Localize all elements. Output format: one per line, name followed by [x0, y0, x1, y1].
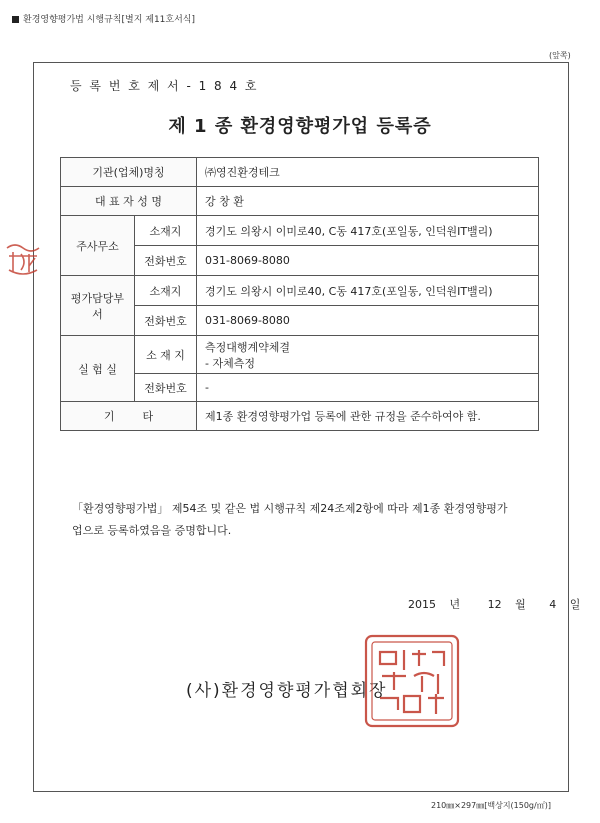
certification-line2: 업으로 등록하였음을 증명합니다.	[72, 524, 232, 537]
institution-label: 기관(업체)명칭	[61, 158, 197, 187]
table-row	[61, 336, 539, 374]
form-caption-text: 환경영향평가법 시행규칙[별지 제11호서식]	[23, 15, 195, 25]
table-row	[61, 216, 539, 246]
department-phone-value: 031-8069-8080	[197, 306, 539, 336]
side-label: (앞쪽)	[549, 51, 571, 60]
lab-address-value	[197, 336, 539, 374]
lab-address-line1: 측정대행계약체결	[205, 340, 291, 354]
lab-label: 실 험 실	[61, 336, 135, 402]
lab-phone-value: -	[197, 374, 539, 402]
square-bullet-icon	[12, 16, 19, 23]
date-month-unit: 월	[515, 598, 526, 611]
certification-statement	[72, 498, 532, 542]
paper-spec: 210㎜×297㎜[백상지(150g/㎡)]	[431, 801, 551, 810]
red-stamp-icon	[3, 240, 43, 280]
department-address-value: 경기도 의왕시 이미로40, C동 417호(포일동, 인덕원IT밸리)	[197, 276, 539, 306]
lab-phone-label: 전화번호	[135, 374, 197, 402]
certification-line1: 「환경영향평가법」 제54조 및 같은 법 시행규칙 제24조제2항에 따라 제1종 환경영향평가	[72, 502, 508, 515]
registration-number: 등 록 번 호 제 서 - 1 8 4 호	[70, 79, 259, 93]
date-year-unit: 년	[449, 598, 461, 611]
lab-address-label: 소 재 지	[135, 336, 197, 374]
department-label: 평가담당부서	[61, 276, 135, 336]
table-row	[61, 402, 539, 431]
representative-value: 강 창 환	[197, 187, 539, 216]
main-office-label: 주사무소	[61, 216, 135, 276]
main-office-address-label: 소재지	[135, 216, 197, 246]
etc-value: 제1종 환경영향평가업 등록에 관한 규정을 준수하여야 함.	[197, 402, 539, 431]
representative-label: 대 표 자 성 명	[61, 187, 197, 216]
institution-value: ㈜영진환경테크	[197, 158, 539, 187]
department-address-label: 소재지	[135, 276, 197, 306]
main-office-address-value: 경기도 의왕시 이미로40, C동 417호(포일동, 인덕원IT밸리)	[197, 216, 539, 246]
official-seal-icon	[362, 632, 462, 730]
page-title: 제 1 종 환경영향평가업 등록증	[168, 116, 432, 137]
date-year: 2015	[408, 598, 436, 611]
etc-label: 기 타	[61, 402, 197, 431]
table-row	[61, 276, 539, 306]
form-caption	[12, 12, 195, 25]
date-day-unit: 일	[569, 598, 581, 611]
date-day: 4	[549, 598, 557, 611]
table-row	[61, 158, 539, 187]
department-phone-label: 전화번호	[135, 306, 197, 336]
issue-date	[408, 596, 580, 612]
main-office-phone-value: 031-8069-8080	[197, 246, 539, 276]
date-month: 12	[487, 598, 502, 611]
table-row	[61, 187, 539, 216]
issuer-name: (사)환경영향평가협회장	[186, 681, 388, 701]
info-table	[60, 157, 539, 431]
lab-address-line2: - 자체측정	[205, 356, 255, 370]
main-office-phone-label: 전화번호	[135, 246, 197, 276]
